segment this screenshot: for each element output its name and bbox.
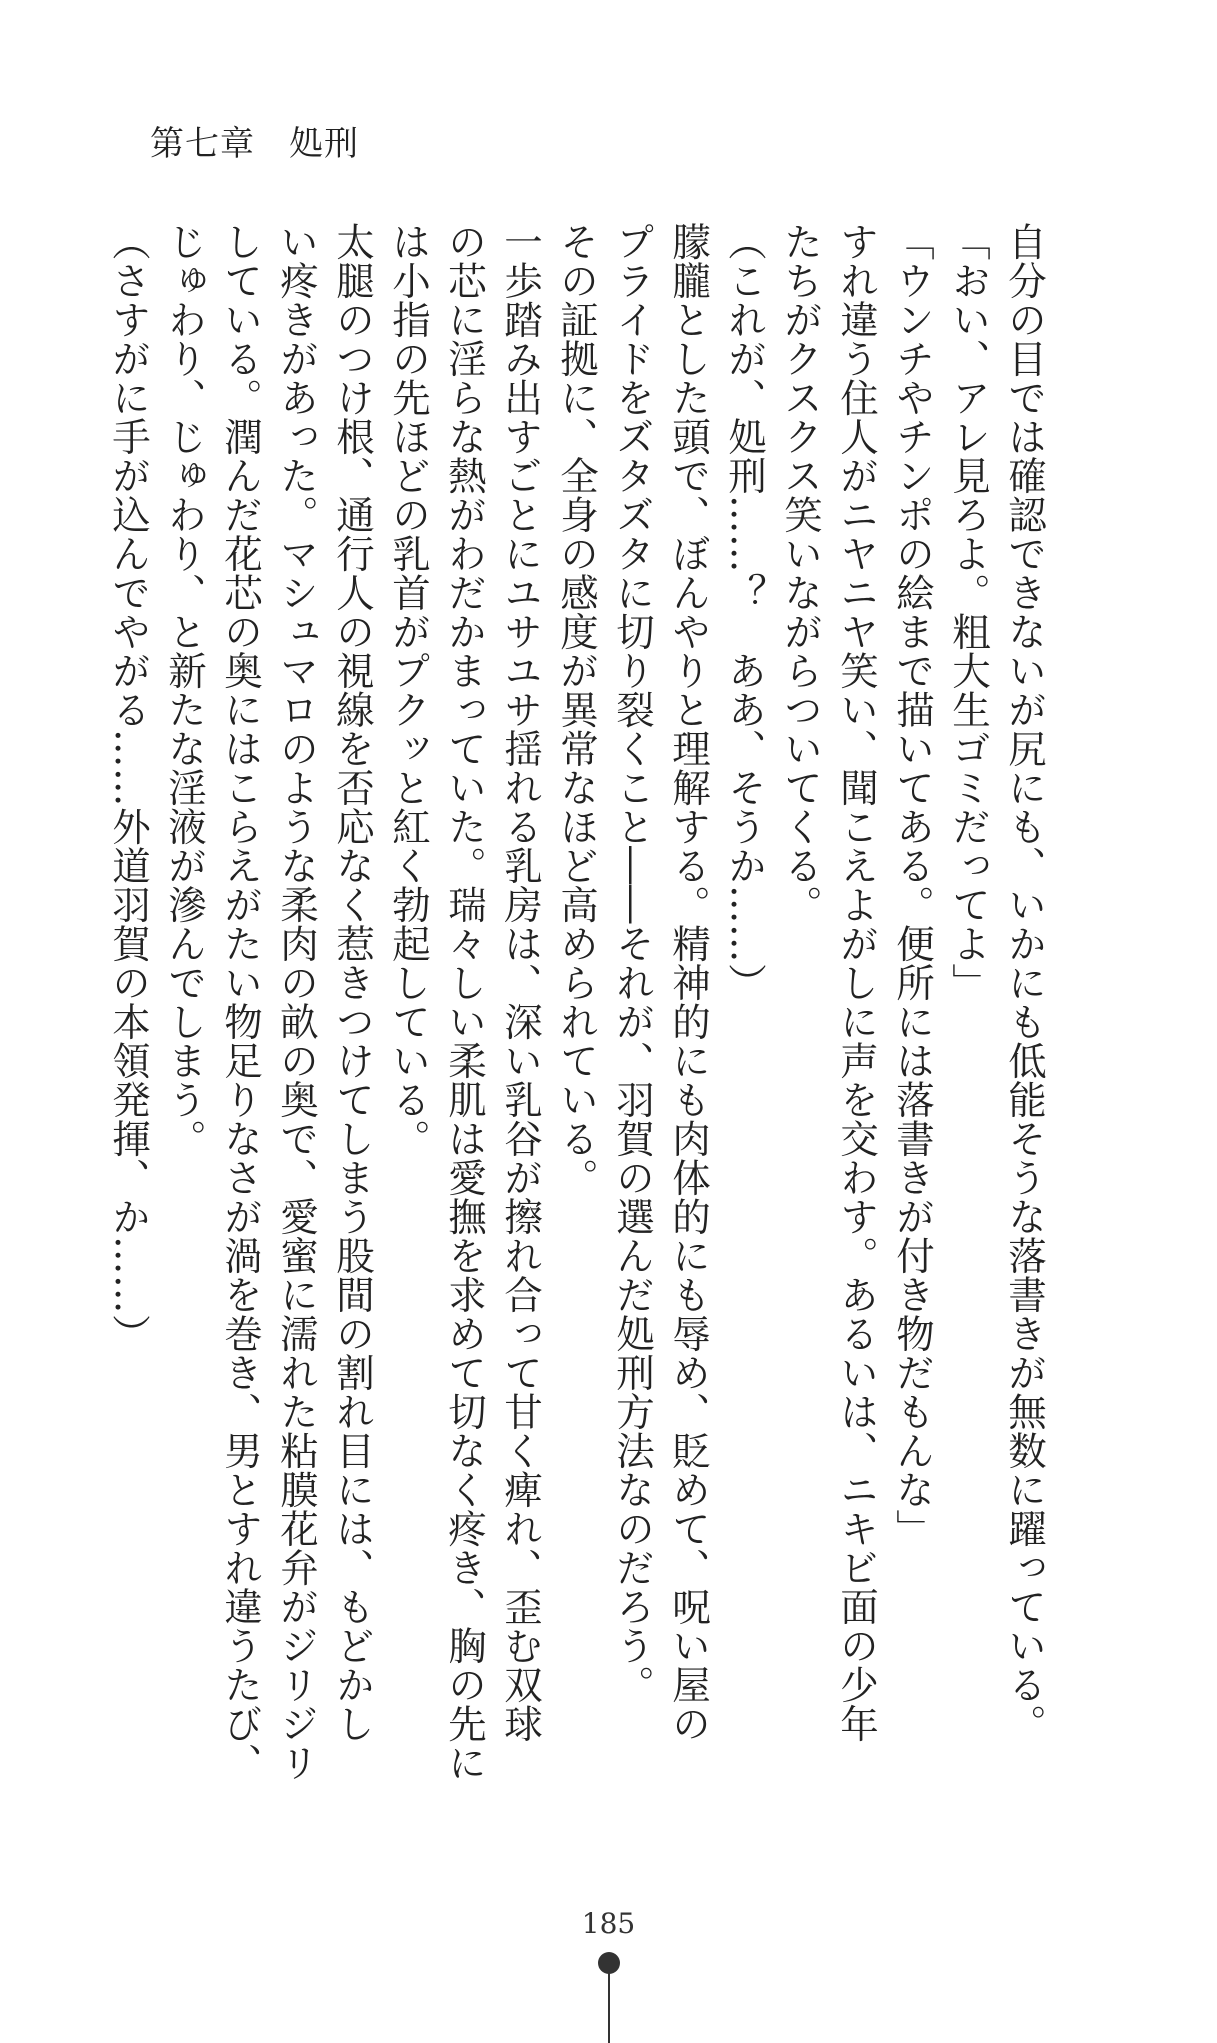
text-line: （さすがに手が込んでやがる……外道羽賀の本領発揮、か……） xyxy=(106,222,151,1353)
body-text xyxy=(100,222,1052,1782)
folio-line xyxy=(608,1972,610,2043)
running-head xyxy=(150,116,359,165)
chapter-title: 処刑 xyxy=(289,124,359,164)
text-line: すれ違う住人がニヤニヤ笑い、聞こえよがしに声を交わす。あるいは、ニキビ面の少年 xyxy=(834,222,879,1743)
text-line: 「おい、アレ見ろよ。粗大生ゴミだってよ」 xyxy=(946,222,991,1002)
text-line: プライドをズタズタに切り裂くこと――それが、羽賀の選んだ処刑方法なのだろう。 xyxy=(610,222,655,1704)
text-line: 自分の目では確認できないが尻にも、いかにも低能そうな落書きが無数に躍っている。 xyxy=(1002,222,1047,1743)
text-line: している。潤んだ花芯の奥にはこらえがたい物足りなさが渦を巻き、男とすれ違うたび、 xyxy=(218,222,263,1782)
chapter-number: 第七章 xyxy=(150,124,255,164)
text-line: 一歩踏み出すごとにユサユサ揺れる乳房は、深い乳谷が擦れ合って甘く痺れ、歪む双球 xyxy=(498,222,543,1743)
folio-dot-icon xyxy=(598,1952,620,1974)
folio-ornament xyxy=(598,1952,620,2043)
text-line: 「ウンチやチンポの絵まで描いてある。便所には落書きが付き物だもんな」 xyxy=(890,222,935,1548)
text-line: 朦朧とした頭で、ぼんやりと理解する。精神的にも肉体的にも辱め、貶めて、呪い屋の xyxy=(666,222,711,1743)
text-line: じゅわり、じゅわり、と新たな淫液が滲んでしまう。 xyxy=(162,222,207,1158)
text-line: （これが、処刑……？ ああ、そうか……） xyxy=(722,222,767,1002)
text-line: い疼きがあった。マシュマロのような柔肉の畝の奥で、愛蜜に濡れた粘膜花弁がジリジリ xyxy=(274,222,319,1782)
text-line: たちがクスクス笑いながらついてくる。 xyxy=(778,222,823,924)
page-number: 185 xyxy=(581,1907,636,1940)
text-line: その証拠に、全身の感度が異常なほど高められている。 xyxy=(554,222,599,1197)
text-line: は小指の先ほどの乳首がプクッと紅く勃起している。 xyxy=(386,222,431,1158)
text-line: 太腿のつけ根、通行人の視線を否応なく惹きつけてしまう股間の割れ目には、もどかし xyxy=(330,222,375,1743)
text-line: の芯に淫らな熱がわだかまっていた。瑞々しい柔肌は愛撫を求めて切なく疼き、胸の先に xyxy=(442,222,487,1782)
